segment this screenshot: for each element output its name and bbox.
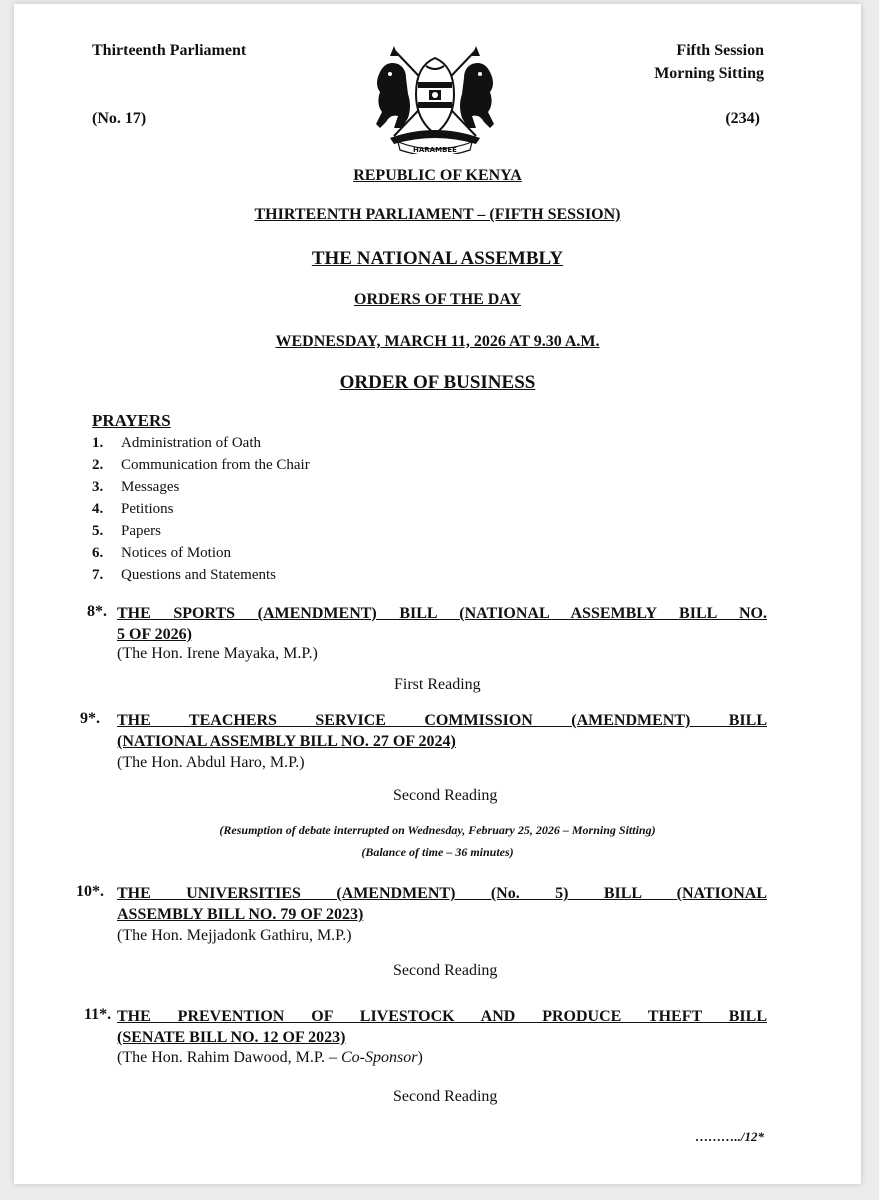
debate-resumption-note: (Resumption of debate interrupted on Wednesday, February 25, 2026 – Morning Sitting)	[219, 823, 656, 837]
bill-sponsor	[117, 1049, 423, 1067]
list-item: Questions and Statements	[121, 567, 276, 583]
list-item-number: 7.	[92, 567, 104, 583]
bill-title-line: 5 OF 2026)	[117, 626, 192, 643]
prayers-heading: PRAYERS	[92, 411, 171, 430]
bill-sponsor-name: (The Hon. Rahim Dawood, M.P. –	[117, 1049, 341, 1066]
reading-stage: Second Reading	[393, 787, 498, 804]
bill-sponsor: (The Hon. Mejjadonk Gathiru, M.P.)	[117, 927, 352, 944]
parliament-label: Thirteenth Parliament	[92, 42, 247, 59]
bill-sponsor: (The Hon. Irene Mayaka, M.P.)	[117, 645, 318, 662]
bill-title-line: THE UNIVERSITIES (AMENDMENT) (No. 5) BILL (NATIONAL	[117, 885, 767, 902]
bill-title	[117, 710, 767, 752]
bill-title	[117, 883, 767, 925]
bill-sponsor-close: )	[417, 1049, 423, 1066]
page-reference: (234)	[725, 110, 760, 127]
list-item: Papers	[121, 523, 161, 539]
list-item: Notices of Motion	[121, 545, 231, 561]
list-item-number: 6.	[92, 545, 104, 561]
order-number: 8*.	[87, 603, 107, 620]
list-item: Administration of Oath	[121, 435, 261, 451]
continuation-marker: ………../12*	[695, 1129, 764, 1144]
bill-title	[117, 603, 767, 645]
list-item: Petitions	[121, 501, 174, 517]
order-of-business-title: ORDER OF BUSINESS	[339, 372, 536, 393]
balance-of-time-note: (Balance of time – 36 minutes)	[361, 845, 514, 859]
bill-title-line: ASSEMBLY BILL NO. 79 OF 2023)	[117, 906, 364, 923]
svg-text:HARAMBEE: HARAMBEE	[413, 146, 457, 154]
order-paper-page	[14, 4, 861, 1184]
bill-title-line: (NATIONAL ASSEMBLY BILL NO. 27 OF 2024)	[117, 733, 456, 750]
bill-sponsor: (The Hon. Abdul Haro, M.P.)	[117, 754, 305, 771]
bill-title-line: THE TEACHERS SERVICE COMMISSION (AMENDMENT) BILL	[117, 712, 767, 729]
list-item: Messages	[121, 479, 180, 495]
orders-title: ORDERS OF THE DAY	[354, 291, 521, 308]
coat-of-arms-icon	[372, 44, 498, 154]
order-paper-number: (No. 17)	[92, 110, 147, 127]
list-item-number: 2.	[92, 457, 104, 473]
republic-title: REPUBLIC OF KENYA	[353, 167, 522, 184]
bill-title-line: (SENATE BILL NO. 12 OF 2023)	[117, 1029, 346, 1046]
order-number: 10*.	[76, 883, 104, 900]
co-sponsor-role: Co-Sponsor	[340, 1049, 418, 1066]
list-item: Communication from the Chair	[121, 457, 310, 473]
reading-stage: Second Reading	[393, 1088, 498, 1105]
bill-title-line: THE PREVENTION OF LIVESTOCK AND PRODUCE THEFT BILL	[117, 1008, 767, 1025]
reading-stage: First Reading	[394, 676, 481, 693]
reading-stage: Second Reading	[393, 962, 498, 979]
assembly-title: THE NATIONAL ASSEMBLY	[311, 248, 564, 269]
list-item-number: 5.	[92, 523, 104, 539]
bill-title	[117, 1006, 767, 1048]
parliament-title: THIRTEENTH PARLIAMENT – (FIFTH SESSION)	[254, 206, 621, 223]
session-label: Fifth Session	[676, 42, 764, 59]
list-item-number: 4.	[92, 501, 104, 517]
list-item-number: 3.	[92, 479, 104, 495]
sitting-date: WEDNESDAY, MARCH 11, 2026 AT 9.30 A.M.	[275, 333, 600, 350]
sitting-label: Morning Sitting	[654, 65, 764, 82]
list-item-number: 1.	[92, 435, 104, 451]
order-number: 9*.	[80, 710, 100, 727]
bill-title-line: THE SPORTS (AMENDMENT) BILL (NATIONAL ASSEMBLY BILL NO.	[117, 605, 767, 622]
order-number: 11*.	[84, 1006, 112, 1023]
